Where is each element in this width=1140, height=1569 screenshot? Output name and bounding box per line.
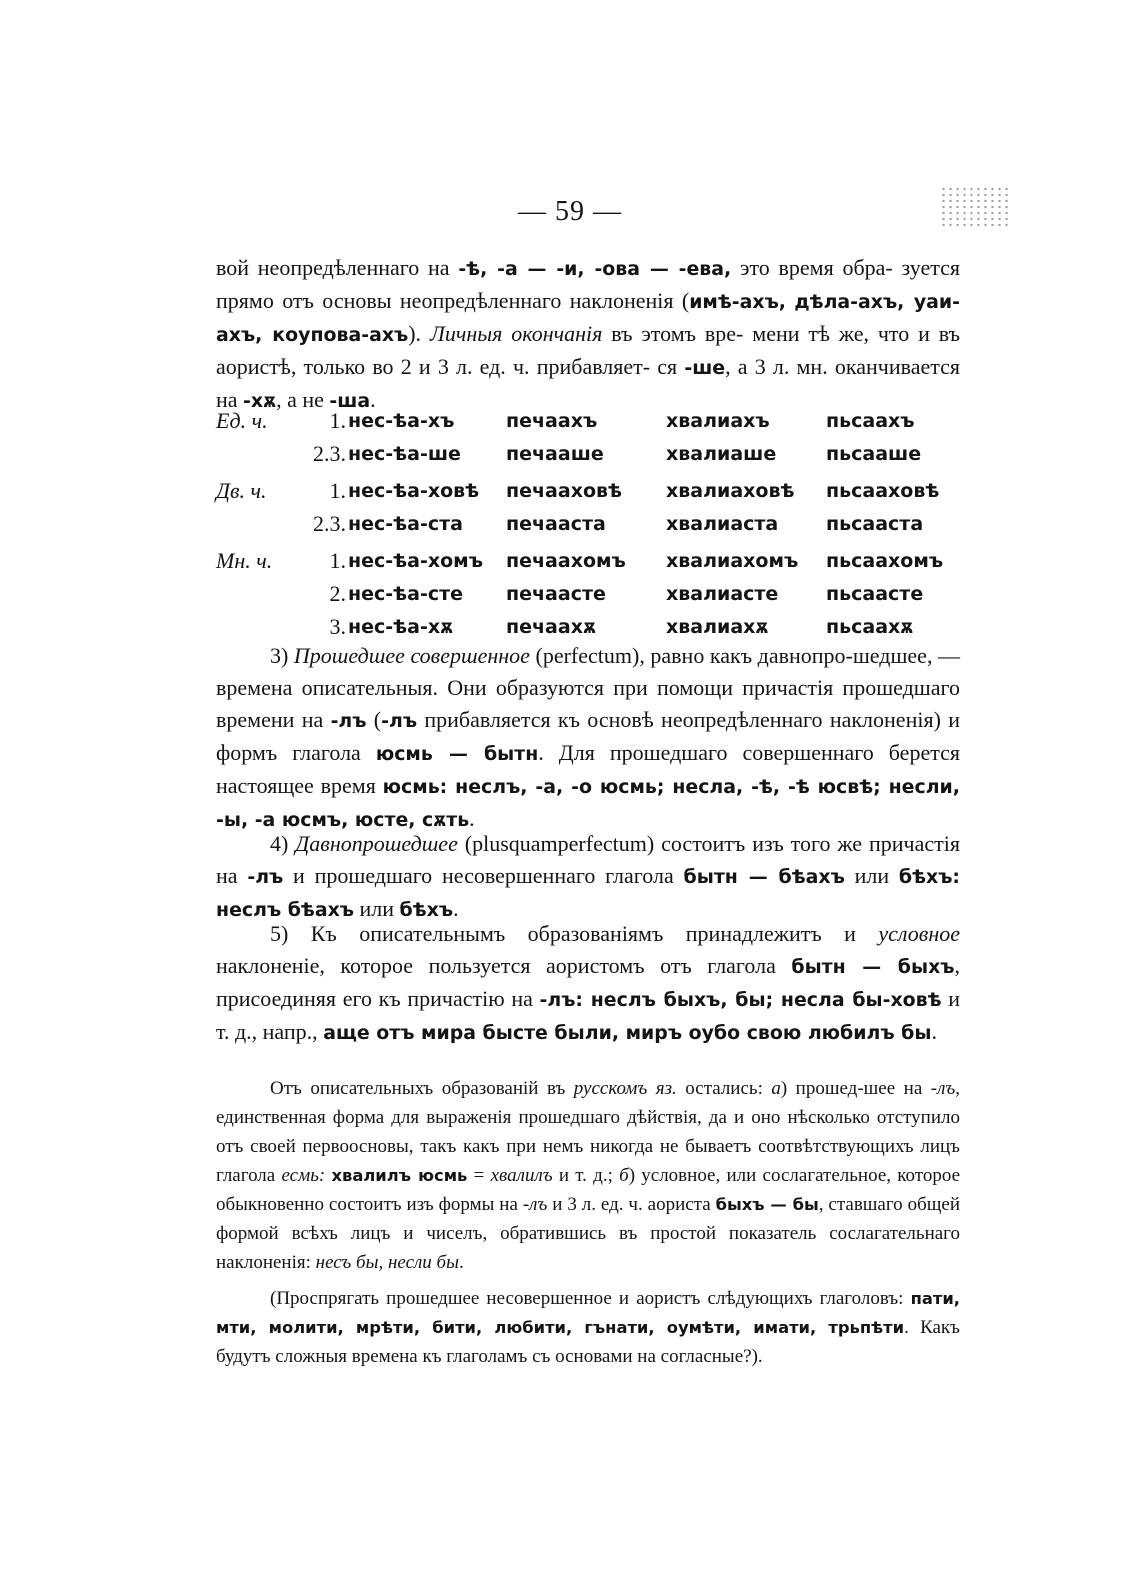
paragraph-exercise: (Проспрягать прошедшее несовершенное и аористъ слѣдующихъ глаголовъ: пати, мти, молити, мрѣти, бити, любити, гънати, оумѣти, имати, трьпѣти. Какъ будутъ сложныя времена къ глаголамъ съ основами на согласные?). — [216, 1288, 960, 1367]
verb-form: хвалиахъ — [666, 410, 770, 432]
conjugation-table — [216, 408, 960, 647]
verb-form: пьсааста — [826, 513, 924, 535]
person-label: 2.3. — [313, 441, 346, 466]
person-label: 1. — [329, 408, 346, 433]
verb-form: нес-ѣа-хъ — [348, 410, 455, 432]
number-label: Ед. ч. — [216, 408, 268, 433]
verb-form: пьсаахъ — [826, 410, 915, 432]
verb-form: пьсааховѣ — [826, 480, 940, 502]
verb-form: пьсаасте — [826, 583, 924, 605]
verb-form: нес-ѣа-хѫ — [348, 616, 454, 638]
verb-form: нес-ѣа-ста — [348, 513, 463, 535]
table-row — [216, 441, 960, 474]
verb-form: пьсааше — [826, 443, 922, 465]
number-label: Мн. ч. — [216, 548, 273, 573]
paragraph-conditional: 5) Къ описательнымъ образованіямъ принадлежитъ и условное наклоненіе, которое пользуется аористомъ отъ глагола бытн — быхъ, присоединяя его къ причастію на -лъ: неслъ быхъ, бы; несла бы-ховѣ и т. д., напр., аще отъ мира бысте были, миръ оубо свою любилъ бы. — [216, 921, 960, 1044]
paragraph-perfectum: 3) Прошедшее совершенное (perfectum), равно какъ давнопро-шедшее, — времена описательныя. Они образуются при помощи причастія прошедшаго времени на -лъ (-лъ прибавляется къ основѣ неопредѣленнаго наклоненія) и формъ глагола юсмь — бытн. Для прошедшаго совершеннаго берется настоящее время юсмь: неслъ, -а, -о юсмь; несла, -ѣ, -ѣ юсвѣ; несли, -ы, -а юсмъ, юсте, сѫть. — [216, 643, 961, 831]
verb-form: печаахомъ — [506, 550, 626, 572]
table-row — [216, 581, 960, 614]
verb-form: хвалиаше — [666, 443, 777, 465]
verb-form: пьсаахѫ — [826, 616, 914, 638]
verb-form: хвалиасте — [666, 583, 779, 605]
person-label: 2.3. — [313, 511, 346, 536]
table-row — [216, 548, 960, 581]
page-number: — 59 — — [518, 196, 622, 227]
print-speckle — [940, 186, 1010, 226]
verb-form: хвалиахѫ — [666, 616, 769, 638]
verb-form: нес-ѣа-ше — [348, 443, 461, 465]
table-row — [216, 408, 960, 441]
intro-paragraph: вой неопредѣленнаго на -ѣ, -а — -и, -ова — -ева, это время обра- зуется прямо отъ основы неопредѣленнаго наклоненія (имѣ-ахъ, дѣла-ахъ, уаи-ахъ, коупова-ахъ). Личныя окончанія въ этомъ вре- мени тѣ же, что и въ аористѣ, только во 2 и 3 л. ед. ч. прибавляет- ся -ше, а 3 л. мн. оканчивается на -хѫ, а не -ша. — [216, 255, 961, 412]
verb-form: хвалиаста — [666, 513, 779, 535]
person-label: 2. — [329, 581, 346, 606]
paragraph-russian-note: Отъ описательныхъ образованій въ русскомъ яз. остались: а) прошед-шее на -лъ, единственная форма для выраженія прошедшаго дѣйствія, да и оно нѣсколько отступило отъ своей первоосновы, такъ какъ при немъ никогда не бываетъ соотвѣтствующихъ лицъ глагола есмь: хвалилъ юсмь = хвалилъ и т. д.; б) условное, или сослагательное, которое обыкновенно состоитъ изъ формы на -лъ и 3 л. ед. ч. аориста быхъ — бы, ставшаго общей формой всѣхъ лицъ и чиселъ, обратившись въ простой показатель сослагательнаго наклоненія: несъ бы, несли бы. — [216, 1078, 961, 1273]
paragraph-plusquamperfectum: 4) Давнопрошедшее (plusquamperfectum) состоитъ изъ того же причастія на -лъ и прошедшаго несовершеннаго глагола бытн — бѣахъ или бѣхъ: неслъ бѣахъ или бѣхъ. — [216, 831, 960, 921]
verb-form: печааста — [506, 513, 606, 535]
number-label: Дв. ч. — [216, 478, 267, 503]
person-label: 1. — [329, 478, 346, 503]
verb-form: нес-ѣа-сте — [348, 583, 464, 605]
verb-form: нес-ѣа-хомъ — [348, 550, 483, 572]
verb-form: печааховѣ — [506, 480, 623, 502]
verb-form: хвалиаховѣ — [666, 480, 795, 502]
verb-form: хвалиахомъ — [666, 550, 799, 572]
person-label: 1. — [329, 548, 346, 573]
person-label: 3. — [329, 614, 346, 639]
verb-form: печаахѫ — [506, 616, 597, 638]
table-row — [216, 511, 960, 544]
verb-form: печаахъ — [506, 410, 598, 432]
verb-form: печааше — [506, 443, 604, 465]
verb-form: нес-ѣа-ховѣ — [348, 480, 480, 502]
table-row — [216, 478, 960, 511]
verb-form: пьсаахомъ — [826, 550, 944, 572]
verb-form: печаасте — [506, 583, 606, 605]
